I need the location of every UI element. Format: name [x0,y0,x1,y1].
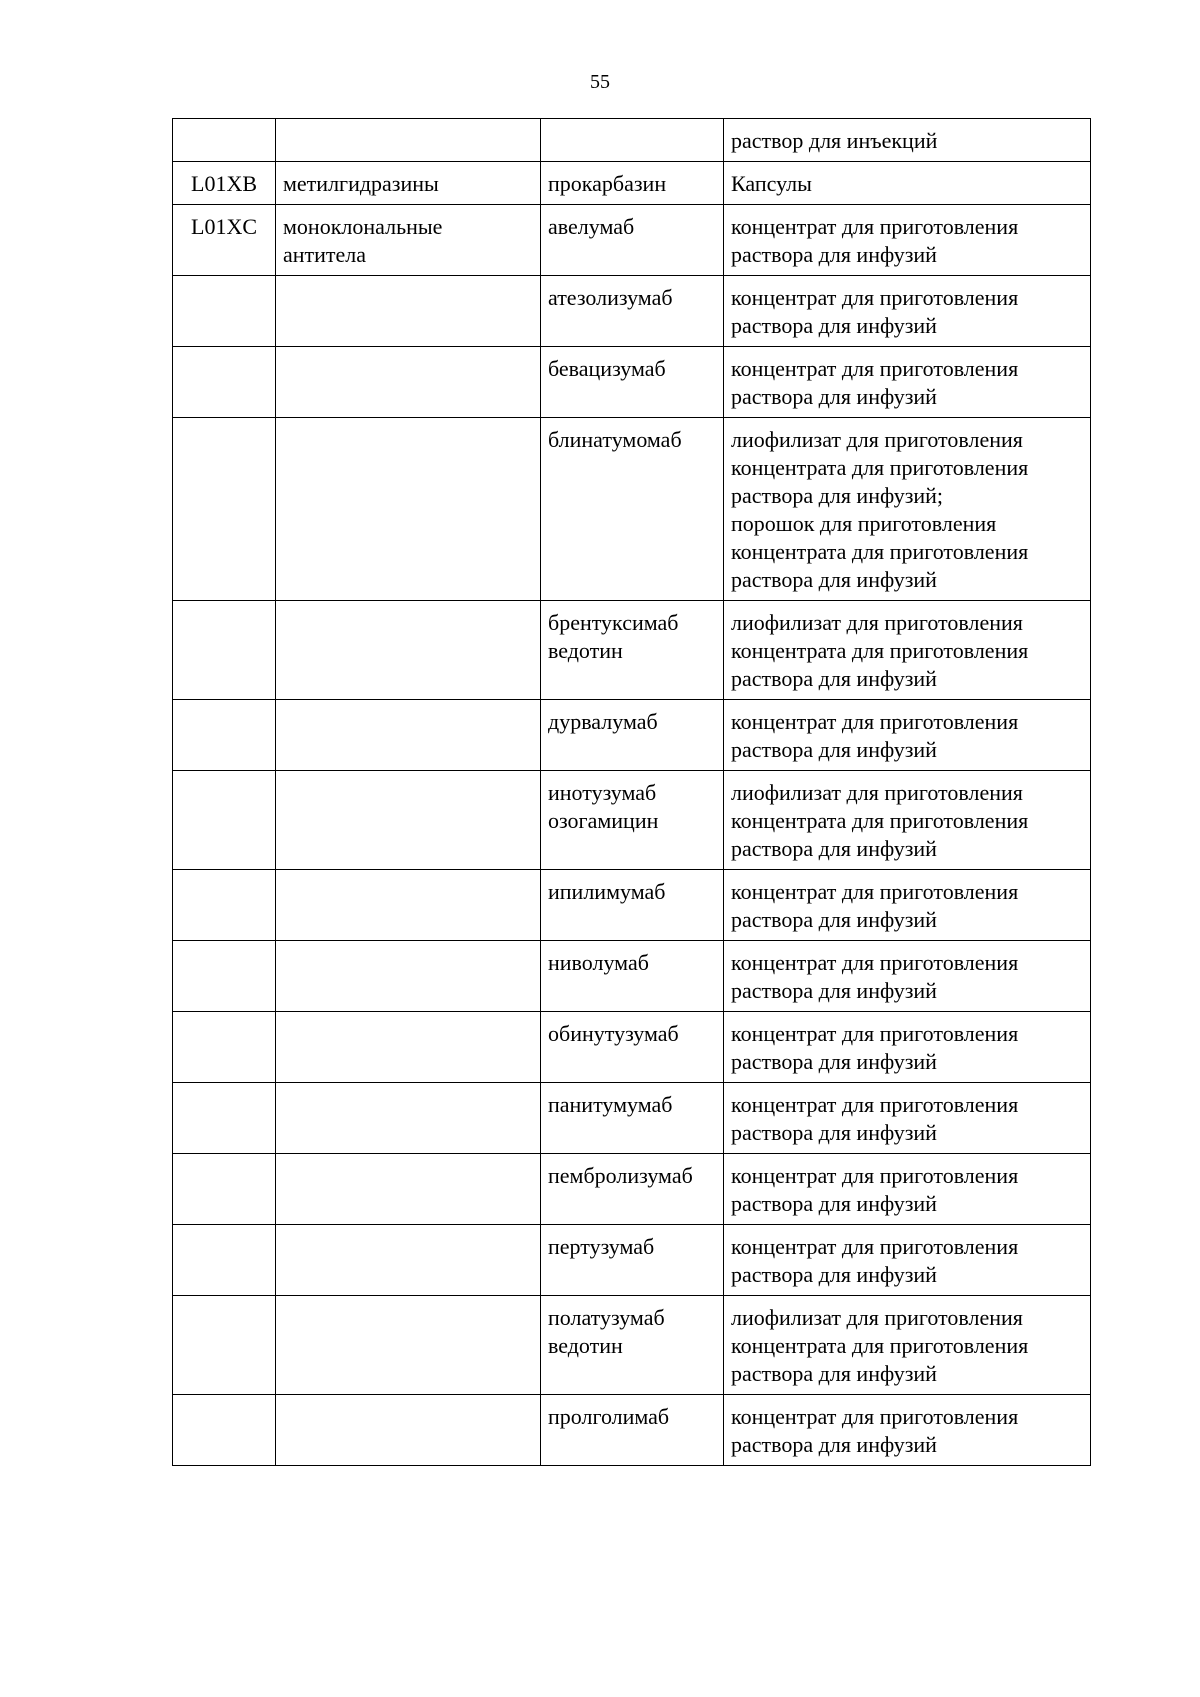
dosage-form-cell: концентрат для приготовления раствора для инфузий [724,1012,1091,1083]
table-row [173,1083,1091,1154]
drug-name-cell: пролголимаб [541,1395,724,1466]
pharmacological-group-cell [276,601,541,700]
table-row [173,418,1091,601]
dosage-form-cell: концентрат для приготовления раствора для инфузий [724,1154,1091,1225]
table-row [173,601,1091,700]
dosage-form-cell: концентрат для приготовления раствора для инфузий [724,1225,1091,1296]
atc-code-cell [173,601,276,700]
dosage-form-cell: концентрат для приготовления раствора для инфузий [724,941,1091,1012]
table-row [173,1154,1091,1225]
dosage-form-cell: концентрат для приготовления раствора для инфузий [724,205,1091,276]
pharmacological-group-cell [276,1083,541,1154]
atc-code-cell [173,1225,276,1296]
table-row [173,119,1091,162]
dosage-form-cell: концентрат для приготовления раствора для инфузий [724,347,1091,418]
drug-name-cell: пертузумаб [541,1225,724,1296]
pharmacological-group-cell [276,1154,541,1225]
atc-code-cell [173,1395,276,1466]
pharmacological-group-cell [276,700,541,771]
dosage-form-cell: концентрат для приготовления раствора для инфузий [724,1395,1091,1466]
dosage-form-cell: лиофилизат для приготовления концентрата для приготовления раствора для инфузий [724,771,1091,870]
pharmacological-group-cell [276,1012,541,1083]
table-row [173,700,1091,771]
drug-table [172,118,1091,1466]
drug-name-cell: авелумаб [541,205,724,276]
pharmacological-group-cell [276,941,541,1012]
atc-code-cell: L01XC [173,205,276,276]
drug-name-cell: прокарбазин [541,162,724,205]
dosage-form-cell: концентрат для приготовления раствора для инфузий [724,1083,1091,1154]
atc-code-cell [173,700,276,771]
atc-code-cell [173,1296,276,1395]
table-row [173,1012,1091,1083]
pharmacological-group-cell [276,1395,541,1466]
table-row [173,162,1091,205]
pharmacological-group-cell [276,347,541,418]
page-number: 55 [590,71,610,93]
pharmacological-group-cell [276,870,541,941]
drug-name-cell: панитумумаб [541,1083,724,1154]
table-row [173,1296,1091,1395]
drug-name-cell: обинутузумаб [541,1012,724,1083]
drug-name-cell: инотузумаб озогамицин [541,771,724,870]
table-row [173,771,1091,870]
drug-name-cell: брентуксимаб ведотин [541,601,724,700]
drug-name-cell: атезолизумаб [541,276,724,347]
pharmacological-group-cell [276,119,541,162]
pharmacological-group-cell [276,418,541,601]
table-row [173,1395,1091,1466]
pharmacological-group-cell [276,1225,541,1296]
dosage-form-cell: лиофилизат для приготовления концентрата для приготовления раствора для инфузий [724,1296,1091,1395]
drug-name-cell: полатузумаб ведотин [541,1296,724,1395]
atc-code-cell [173,1012,276,1083]
pharmacological-group-cell [276,276,541,347]
drug-name-cell: дурвалумаб [541,700,724,771]
table-row [173,276,1091,347]
pharmacological-group-cell: моноклональные антитела [276,205,541,276]
atc-code-cell: L01XB [173,162,276,205]
atc-code-cell [173,941,276,1012]
atc-code-cell [173,276,276,347]
table-row [173,347,1091,418]
pharmacological-group-cell: метилгидразины [276,162,541,205]
dosage-form-cell: лиофилизат для приготовления концентрата для приготовления раствора для инфузий [724,601,1091,700]
atc-code-cell [173,771,276,870]
drug-name-cell: ипилимумаб [541,870,724,941]
dosage-form-cell: концентрат для приготовления раствора для инфузий [724,870,1091,941]
drug-name-cell: блинатумомаб [541,418,724,601]
atc-code-cell [173,1154,276,1225]
drug-name-cell: пембролизумаб [541,1154,724,1225]
dosage-form-cell: Капсулы [724,162,1091,205]
dosage-form-cell: лиофилизат для приготовления концентрата для приготовления раствора для инфузий; порошок для приготовления концентрата для приготовления раствора для инфузий [724,418,1091,601]
atc-code-cell [173,1083,276,1154]
drug-name-cell: бевацизумаб [541,347,724,418]
drug-name-cell [541,119,724,162]
atc-code-cell [173,347,276,418]
atc-code-cell [173,119,276,162]
dosage-form-cell: раствор для инъекций [724,119,1091,162]
table-row [173,941,1091,1012]
dosage-form-cell: концентрат для приготовления раствора для инфузий [724,700,1091,771]
pharmacological-group-cell [276,1296,541,1395]
drug-name-cell: ниволумаб [541,941,724,1012]
atc-code-cell [173,418,276,601]
dosage-form-cell: концентрат для приготовления раствора для инфузий [724,276,1091,347]
pharmacological-group-cell [276,771,541,870]
table-row [173,205,1091,276]
table-row [173,1225,1091,1296]
table-body [173,119,1091,1466]
atc-code-cell [173,870,276,941]
table-row [173,870,1091,941]
